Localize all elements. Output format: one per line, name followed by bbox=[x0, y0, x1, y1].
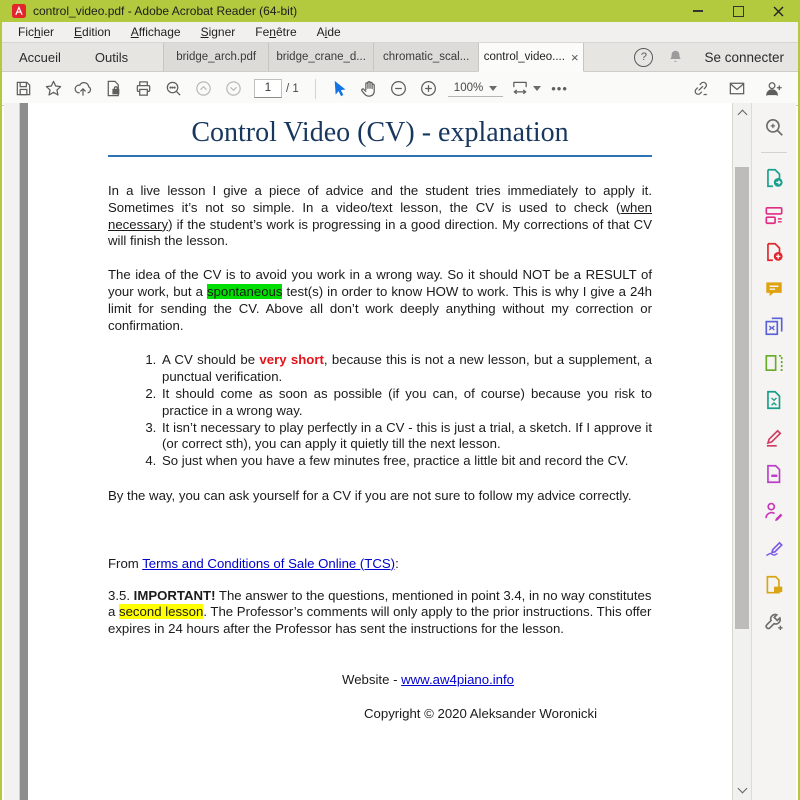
document-area bbox=[4, 103, 796, 800]
hand-icon bbox=[359, 79, 378, 98]
paragraph-important: 3.5. IMPORTANT! The answer to the questions, mentioned in point 3.4, in no way constitutes a second lesson. The Professor’s comments will only apply to the prior instructions. This offer expires in 24 hours after the Professor has sent the instructions for the lesson. bbox=[108, 587, 652, 637]
menu-fichier[interactable]: Fichier bbox=[18, 25, 55, 39]
copyright-line: Copyright © 2020 Aleksander Woronicki bbox=[364, 705, 598, 721]
help-icon[interactable]: ? bbox=[634, 48, 653, 67]
paragraph-bytheway: By the way, you can ask yourself for a CV if you are not sure to follow my advice correctly. bbox=[108, 487, 632, 503]
minimize-button[interactable] bbox=[692, 5, 704, 17]
paragraph-idea: The idea of the CV is to avoid you work in a wrong way. So it should NOT be a RESULT of your work, but a spontaneous test(s) in order to know HOW to work. This is why I give a 24h limit for sending the CV. Above all don’t work deeply anything without my correction or confirmation. bbox=[108, 267, 652, 333]
request-signatures-icon[interactable] bbox=[760, 497, 788, 525]
paragraph-tcs-link: From Terms and Conditions of Sale Online (TCS): bbox=[108, 555, 399, 571]
search-tools-icon[interactable] bbox=[760, 113, 788, 141]
more-tools-icon[interactable] bbox=[760, 608, 788, 636]
next-page-button[interactable] bbox=[218, 76, 248, 102]
create-pdf-icon[interactable] bbox=[760, 238, 788, 266]
page-total-label: / 1 bbox=[286, 82, 299, 95]
window-title: control_video.pdf - Adobe Acrobat Reader (64-bit) bbox=[33, 4, 298, 18]
tab-bridge-arch[interactable]: bridge_arch.pdf bbox=[163, 43, 269, 71]
list-item: 3. It isn’t necessary to play perfectly in a CV - this is just a trial, a sketch. If I approve it (or correct sth), you can apply it quietly till the next lesson. bbox=[160, 420, 652, 454]
zoom-level-dropdown[interactable] bbox=[448, 80, 503, 97]
document-lock-button[interactable] bbox=[98, 76, 128, 102]
fit-width-button[interactable] bbox=[507, 76, 543, 102]
printer-icon bbox=[134, 79, 153, 98]
send-for-comments-icon[interactable] bbox=[760, 571, 788, 599]
title-rule bbox=[108, 155, 652, 157]
canvas-margin bbox=[20, 103, 28, 800]
fit-width-icon bbox=[510, 79, 530, 98]
select-tool-button[interactable] bbox=[324, 76, 354, 102]
share-button[interactable] bbox=[68, 76, 98, 102]
title-bar bbox=[2, 0, 798, 22]
toolbar-divider bbox=[315, 79, 316, 99]
comment-icon[interactable] bbox=[760, 275, 788, 303]
page-down-icon bbox=[224, 79, 243, 98]
tools-panel-list bbox=[751, 103, 796, 800]
email-button[interactable] bbox=[722, 76, 752, 102]
save-button[interactable] bbox=[8, 76, 38, 102]
more-tools-button[interactable]: ••• bbox=[551, 81, 568, 96]
pdf-page bbox=[28, 103, 732, 800]
tab-bridge-crane[interactable]: bridge_crane_d... bbox=[268, 43, 374, 71]
zoom-in-button[interactable] bbox=[414, 76, 444, 102]
search-icon bbox=[164, 79, 183, 98]
compress-pdf-icon[interactable] bbox=[760, 386, 788, 414]
redact-icon[interactable] bbox=[760, 423, 788, 451]
scrollbar-thumb[interactable] bbox=[735, 167, 749, 629]
nav-pane-strip[interactable] bbox=[4, 103, 20, 800]
menu-bar bbox=[2, 22, 798, 43]
star-icon bbox=[44, 79, 63, 98]
document-lock-icon bbox=[104, 79, 123, 98]
edit-pdf-icon[interactable] bbox=[760, 201, 788, 229]
website-line: Website - www.aw4piano.info bbox=[342, 671, 515, 687]
share-with-people-button[interactable] bbox=[758, 76, 788, 102]
zoom-out-button[interactable] bbox=[384, 76, 414, 102]
zoom-level-value: 100% bbox=[453, 82, 484, 94]
protect-pdf-icon[interactable] bbox=[760, 460, 788, 488]
tab-close-icon[interactable]: × bbox=[570, 49, 579, 65]
document-title: Control Video (CV) - explanation bbox=[191, 117, 569, 148]
minimize-icon bbox=[693, 10, 703, 12]
menu-edition[interactable]: Edition bbox=[74, 25, 111, 39]
hyperlink[interactable]: www.aw4piano.info bbox=[401, 671, 515, 687]
list-item: 4. So just when you have a few minutes free, practice a little bit and record the CV. bbox=[160, 453, 652, 470]
envelope-icon bbox=[727, 79, 747, 98]
save-icon bbox=[14, 79, 33, 98]
tab-bar bbox=[2, 43, 798, 72]
scroll-up-button[interactable] bbox=[733, 105, 751, 121]
chevron-down-icon bbox=[489, 86, 497, 91]
share-cloud-icon bbox=[73, 79, 93, 98]
maximize-button[interactable] bbox=[732, 5, 744, 17]
minus-circle-icon bbox=[389, 79, 408, 98]
tools-panel-divider bbox=[761, 152, 787, 153]
tab-control-video[interactable]: control_video.... × bbox=[478, 43, 584, 72]
acrobat-app-icon bbox=[12, 4, 26, 18]
paragraph-intro: In a live lesson I give a piece of advice and the student tries immediately to apply it. Sometimes it’s not so simple. In a video/text lesson, the CV is used to check (when necessary) if the student’s work is progressing in a good direction. My corrections of that CV will finish the lesson. bbox=[108, 183, 652, 249]
maximize-icon bbox=[733, 6, 744, 17]
menu-fenetre[interactable]: Fenêtre bbox=[255, 25, 297, 39]
star-button[interactable] bbox=[38, 76, 68, 102]
page-up-icon bbox=[194, 79, 213, 98]
cv-rules-list bbox=[108, 352, 652, 470]
plus-circle-icon bbox=[419, 79, 438, 98]
menu-aide[interactable]: Aide bbox=[316, 25, 341, 39]
combine-files-icon[interactable] bbox=[760, 312, 788, 340]
tab-outils[interactable]: Outils bbox=[94, 49, 129, 65]
tab-accueil[interactable]: Accueil bbox=[19, 49, 61, 65]
menu-signer[interactable]: Signer bbox=[200, 25, 236, 39]
hand-tool-button[interactable] bbox=[354, 76, 384, 102]
link-icon bbox=[691, 79, 711, 98]
shared-link-button[interactable] bbox=[686, 76, 716, 102]
print-button[interactable] bbox=[128, 76, 158, 102]
list-item: 1. A CV should be very short, because this is not a new lesson, but a supplement, a punctual verification. bbox=[160, 352, 652, 386]
hyperlink[interactable]: Terms and Conditions of Sale Online (TCS) bbox=[142, 555, 396, 571]
fill-sign-icon[interactable] bbox=[760, 534, 788, 562]
previous-page-button[interactable] bbox=[188, 76, 218, 102]
sign-in-button[interactable]: Se connecter bbox=[704, 49, 784, 65]
chevron-up-icon bbox=[737, 110, 747, 120]
close-icon bbox=[773, 6, 784, 17]
export-pdf-icon[interactable] bbox=[760, 164, 788, 192]
search-button[interactable] bbox=[158, 76, 188, 102]
chevron-down-icon bbox=[533, 86, 541, 91]
page-number-input[interactable]: 1 bbox=[254, 79, 282, 98]
main-toolbar bbox=[2, 72, 798, 106]
scroll-down-button[interactable] bbox=[733, 782, 751, 798]
bell-icon[interactable] bbox=[667, 48, 684, 66]
pointer-icon bbox=[329, 79, 348, 98]
tab-chromatic-scale[interactable]: chromatic_scal... bbox=[373, 43, 479, 71]
organize-pages-icon[interactable] bbox=[760, 349, 788, 377]
chevron-down-icon bbox=[737, 784, 747, 794]
menu-affichage[interactable]: Affichage bbox=[130, 25, 181, 39]
vertical-scrollbar[interactable] bbox=[732, 103, 751, 800]
list-item: 2. It should come as soon as possible (if you can, of course) because you risk to practice in a wrong way. bbox=[160, 386, 652, 420]
person-add-icon bbox=[763, 79, 783, 98]
close-button[interactable] bbox=[772, 5, 784, 17]
